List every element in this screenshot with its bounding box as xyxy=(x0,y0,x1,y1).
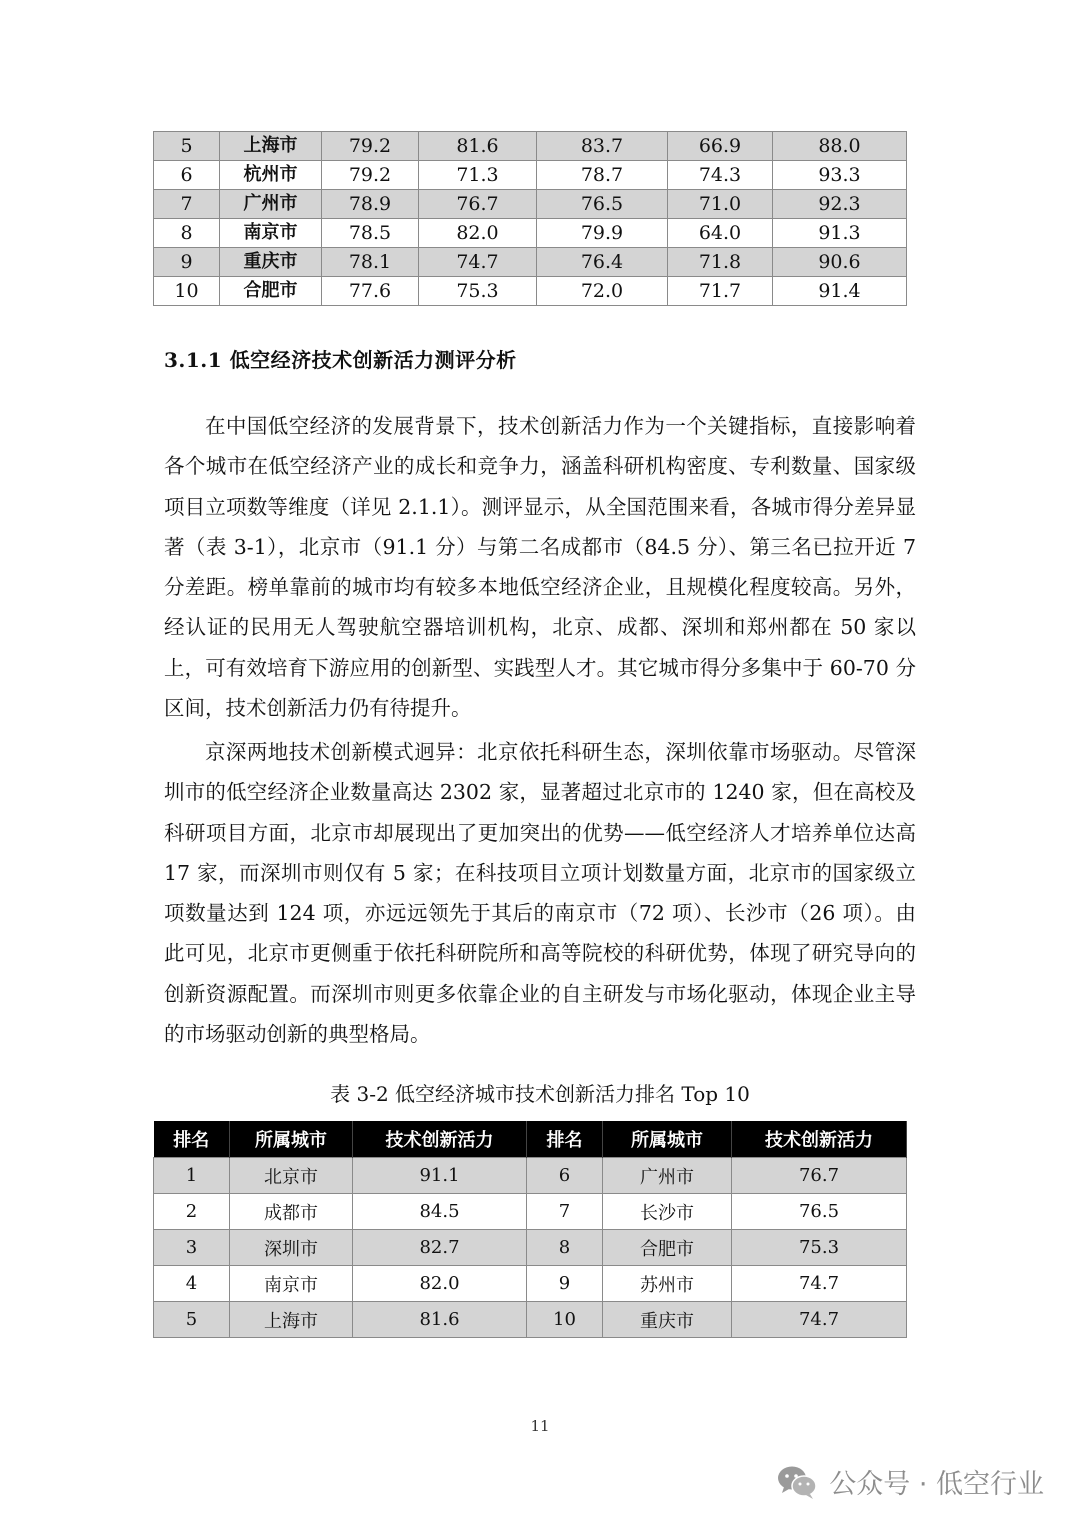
rank-cell: 5 xyxy=(154,1302,230,1338)
table-row xyxy=(154,1158,907,1194)
score-cell: 71.8 xyxy=(668,248,773,277)
score-cell: 76.4 xyxy=(537,248,668,277)
rank-cell: 8 xyxy=(527,1230,603,1266)
score-cell: 84.5 xyxy=(353,1194,527,1230)
table-row xyxy=(154,190,907,219)
score-cell: 71.7 xyxy=(668,277,773,306)
ranking-table xyxy=(153,1121,907,1338)
score-cell: 77.6 xyxy=(322,277,419,306)
score-cell: 76.7 xyxy=(419,190,537,219)
score-cell: 91.4 xyxy=(773,277,907,306)
score-cell: 79.2 xyxy=(322,161,419,190)
city-cell: 上海市 xyxy=(230,1302,353,1338)
score-cell: 78.9 xyxy=(322,190,419,219)
score-cell: 74.7 xyxy=(732,1266,907,1302)
score-cell: 66.9 xyxy=(668,132,773,161)
rank-cell: 7 xyxy=(527,1194,603,1230)
rank-cell: 1 xyxy=(154,1158,230,1194)
city-cell: 合肥市 xyxy=(220,277,322,306)
city-cell: 合肥市 xyxy=(603,1230,732,1266)
table-row xyxy=(154,1230,907,1266)
rank-cell: 9 xyxy=(527,1266,603,1302)
score-cell: 76.7 xyxy=(732,1158,907,1194)
rank-cell: 2 xyxy=(154,1194,230,1230)
header-rank: 排名 xyxy=(527,1121,603,1158)
score-cell: 75.3 xyxy=(419,277,537,306)
score-cell: 88.0 xyxy=(773,132,907,161)
city-cell: 长沙市 xyxy=(603,1194,732,1230)
city-cell: 上海市 xyxy=(220,132,322,161)
score-cell: 79.2 xyxy=(322,132,419,161)
score-cell: 74.3 xyxy=(668,161,773,190)
city-score-table-continued xyxy=(153,131,907,306)
header-city: 所属城市 xyxy=(230,1121,353,1158)
score-cell: 90.6 xyxy=(773,248,907,277)
score-cell: 79.9 xyxy=(537,219,668,248)
rank-cell: 10 xyxy=(154,277,220,306)
watermark xyxy=(775,1462,1044,1501)
score-cell: 78.1 xyxy=(322,248,419,277)
body-paragraph: 京深两地技术创新模式迥异：北京依托科研生态，深圳依靠市场驱动。尽管深圳市的低空经济企业数量高达 2302 家，显著超过北京市的 1240 家，但在高校及科研项目方面，北京市却展现出了更加突出的优势——低空经济人才培养单位达高 17 家，而深圳市则仅有 5 家；在科技项目立项计划数量方面，北京市的国家级立项数量达到 124 项，亦远远领先于其后的南京市（72 项）、长沙市（26 项）。由此可见，北京市更侧重于依托科研院所和高等院校的科研优势，体现了研究导向的创新资源配置。而深圳市则更多依靠企业的自主研发与市场化驱动，体现企业主导的市场驱动创新的典型格局。 xyxy=(164,740,916,1047)
header-city: 所属城市 xyxy=(603,1121,732,1158)
score-cell: 82.0 xyxy=(419,219,537,248)
rank-cell: 10 xyxy=(527,1302,603,1338)
score-cell: 92.3 xyxy=(773,190,907,219)
wechat-icon xyxy=(775,1464,819,1500)
body-paragraph: 在中国低空经济的发展背景下，技术创新活力作为一个关键指标，直接影响着各个城市在低空经济产业的成长和竞争力，涵盖科研机构密度、专利数量、国家级项目立项数等维度（详见 2.1.1）。测评显示，从全国范围来看，各城市得分差异显著（表 3-1），北京市（91.1 分）与第二名成都市（84.5 分）、第三名已拉开近 7 分差距。榜单靠前的城市均有较多本地低空经济企业，且规模化程度较高。另外，经认证的民用无人驾驶航空器培训机构，北京、成都、深圳和郑州都在 50 家以上，可有效培育下游应用的创新型、实践型人才。其它城市得分多集中于 60-70 分区间，技术创新活力仍有待提升。 xyxy=(164,414,916,721)
score-cell: 93.3 xyxy=(773,161,907,190)
rank-cell: 4 xyxy=(154,1266,230,1302)
header-score: 技术创新活力 xyxy=(732,1121,907,1158)
score-cell: 81.6 xyxy=(353,1302,527,1338)
score-cell: 82.7 xyxy=(353,1230,527,1266)
table-row xyxy=(154,161,907,190)
score-cell: 72.0 xyxy=(537,277,668,306)
score-cell: 71.0 xyxy=(668,190,773,219)
table-row xyxy=(154,277,907,306)
page-number: 11 xyxy=(530,1417,550,1435)
score-cell: 91.3 xyxy=(773,219,907,248)
city-cell: 重庆市 xyxy=(603,1302,732,1338)
city-cell: 北京市 xyxy=(230,1158,353,1194)
score-cell: 76.5 xyxy=(537,190,668,219)
table-row xyxy=(154,248,907,277)
score-cell: 64.0 xyxy=(668,219,773,248)
score-cell: 76.5 xyxy=(732,1194,907,1230)
score-cell: 71.3 xyxy=(419,161,537,190)
score-cell: 83.7 xyxy=(537,132,668,161)
section-heading: 3.1.1 低空经济技术创新活力测评分析 xyxy=(164,348,517,372)
score-cell: 81.6 xyxy=(419,132,537,161)
city-cell: 广州市 xyxy=(603,1158,732,1194)
city-cell: 苏州市 xyxy=(603,1266,732,1302)
city-cell: 杭州市 xyxy=(220,161,322,190)
header-rank: 排名 xyxy=(154,1121,230,1158)
header-score: 技术创新活力 xyxy=(353,1121,527,1158)
rank-cell: 6 xyxy=(527,1158,603,1194)
score-cell: 78.7 xyxy=(537,161,668,190)
table-row xyxy=(154,1302,907,1338)
score-cell: 78.5 xyxy=(322,219,419,248)
score-cell: 74.7 xyxy=(419,248,537,277)
score-cell: 74.7 xyxy=(732,1302,907,1338)
rank-cell: 3 xyxy=(154,1230,230,1266)
city-cell: 成都市 xyxy=(230,1194,353,1230)
city-cell: 广州市 xyxy=(220,190,322,219)
rank-cell: 8 xyxy=(154,219,220,248)
table-row xyxy=(154,1266,907,1302)
city-cell: 深圳市 xyxy=(230,1230,353,1266)
score-cell: 82.0 xyxy=(353,1266,527,1302)
score-cell: 91.1 xyxy=(353,1158,527,1194)
rank-cell: 9 xyxy=(154,248,220,277)
table-header-row xyxy=(154,1121,907,1158)
table-row xyxy=(154,132,907,161)
rank-cell: 6 xyxy=(154,161,220,190)
table-row xyxy=(154,1194,907,1230)
city-cell: 重庆市 xyxy=(220,248,322,277)
rank-cell: 7 xyxy=(154,190,220,219)
score-cell: 75.3 xyxy=(732,1230,907,1266)
table-caption: 表 3-2 低空经济城市技术创新活力排名 Top 10 xyxy=(330,1082,750,1106)
city-cell: 南京市 xyxy=(220,219,322,248)
table-row xyxy=(154,219,907,248)
city-cell: 南京市 xyxy=(230,1266,353,1302)
watermark-text: 公众号 · 低空行业 xyxy=(829,1469,1044,1500)
rank-cell: 5 xyxy=(154,132,220,161)
